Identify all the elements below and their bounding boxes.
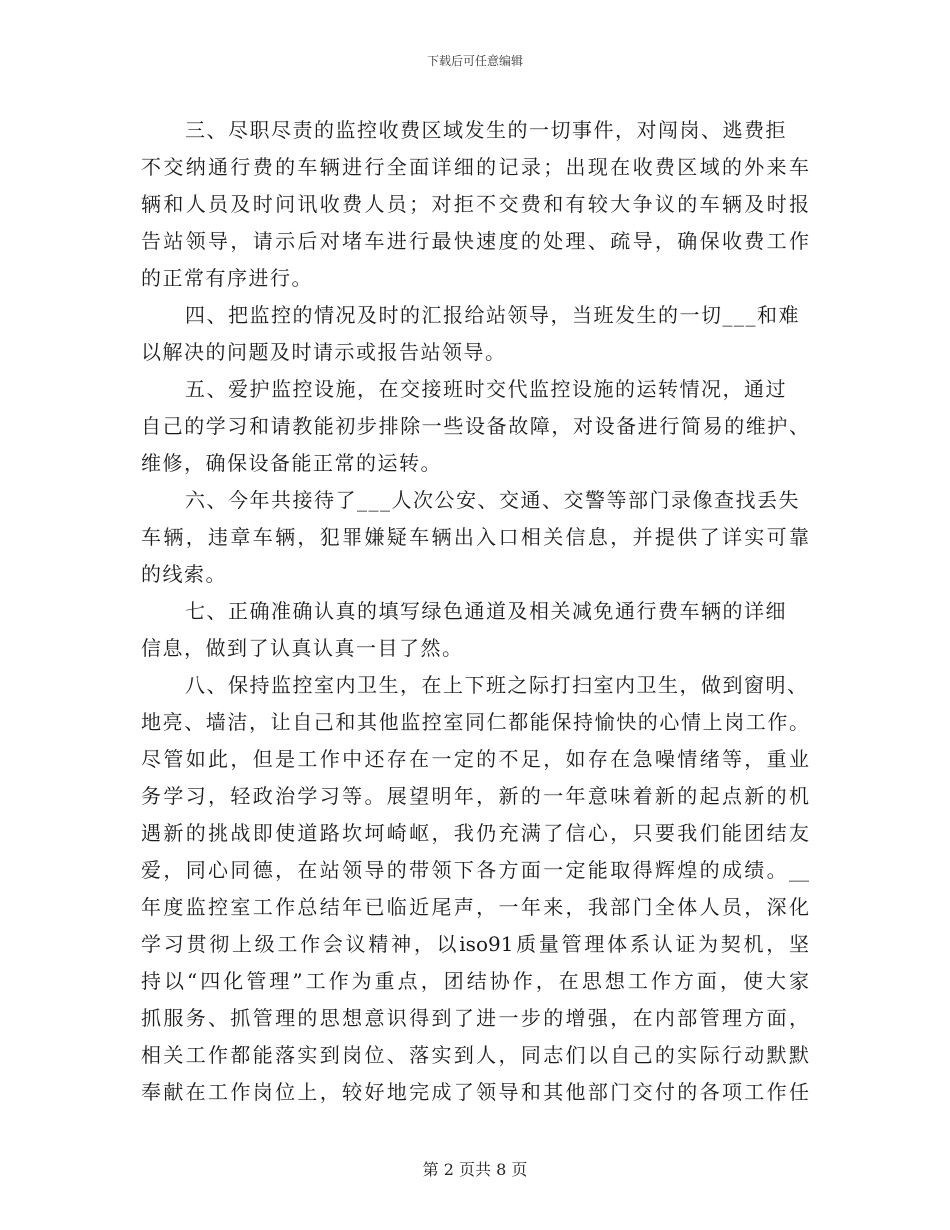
text-line: 以解决的问题及时请示或报告站领导。 [141,340,507,364]
text-line: 年度监控室工作总结年已临近尾声，一年来，我部门全体人员，深化 [141,895,809,919]
page-number-footer: 第 2 页共 8 页 [422,1160,528,1179]
text-line: 六、今年共接待了___人次公安、交通、交警等部门录像查找丢失 [185,488,800,512]
text-line: 告站领导，请示后对堵车进行最快速度的处理、疏导，确保收费工作 [141,229,809,253]
text-line: 五、爱护监控设施，在交接班时交代监控设施的运转情况，通过 [185,377,787,401]
text-line: 车辆，违章车辆，犯罪嫌疑车辆出入口相关信息，并提供了详实可靠 [141,525,809,549]
text-line: 奉献在工作岗位上，较好地完成了领导和其他部门交付的各项工作任 [141,1080,809,1104]
text-line: 尽管如此，但是工作中还存在一定的不足，如存在急噪情绪等，重业 [141,747,809,771]
text-line: 自己的学习和请教能初步排除一些设备故障，对设备进行简易的维护、 [141,414,809,438]
text-line: 的线索。 [141,562,227,586]
text-line: 信息，做到了认真认真一目了然。 [141,636,464,660]
text-line: 七、正确准确认真的填写绿色通道及相关减免通行费车辆的详细 [185,599,787,623]
text-line: 三、尽职尽责的监控收费区域发生的一切事件，对闯岗、逃费拒 [185,118,787,142]
text-line: 抓服务、抓管理的思想意识得到了进一步的增强，在内部管理方面， [141,1006,809,1030]
document-body [141,112,809,1111]
text-line: 务学习，轻政治学习等。展望明年，新的一年意味着新的起点新的机 [141,784,809,808]
page-header-note: 下载后可任意编辑 [426,54,523,68]
text-line: 辆和人员及时问讯收费人员；对拒不交费和有较大争议的车辆及时报 [141,192,809,216]
text-line: 四、把监控的情况及时的汇报给站领导，当班发生的一切___和难 [185,303,800,327]
text-line: 的正常有序进行。 [141,266,313,290]
text-line: 相关工作都能落实到岗位、落实到人，同志们以自己的实际行动默默 [141,1043,809,1067]
text-line: 八、保持监控室内卫生，在上下班之际打扫室内卫生，做到窗明、 [185,673,809,697]
text-line: 持以“四化管理”工作为重点，团结协作，在思想工作方面，使大家 [141,969,809,993]
text-line: 维修，确保设备能正常的运转。 [141,451,442,475]
text-line: 地亮、墙洁，让自己和其他监控室同仁都能保持愉快的心情上岗工作。 [141,710,809,734]
text-line: 不交纳通行费的车辆进行全面详细的记录；出现在收费区域的外来车 [141,155,809,179]
text-line: 学习贯彻上级工作会议精神，以iso91质量管理体系认证为契机，坚 [141,932,809,956]
text-line: 爱，同心同德，在站领导的带领下各方面一定能取得辉煌的成绩。__ [141,858,809,882]
text-line: 遇新的挑战即使道路坎坷崎岖，我仍充满了信心，只要我们能团结友 [141,821,809,845]
